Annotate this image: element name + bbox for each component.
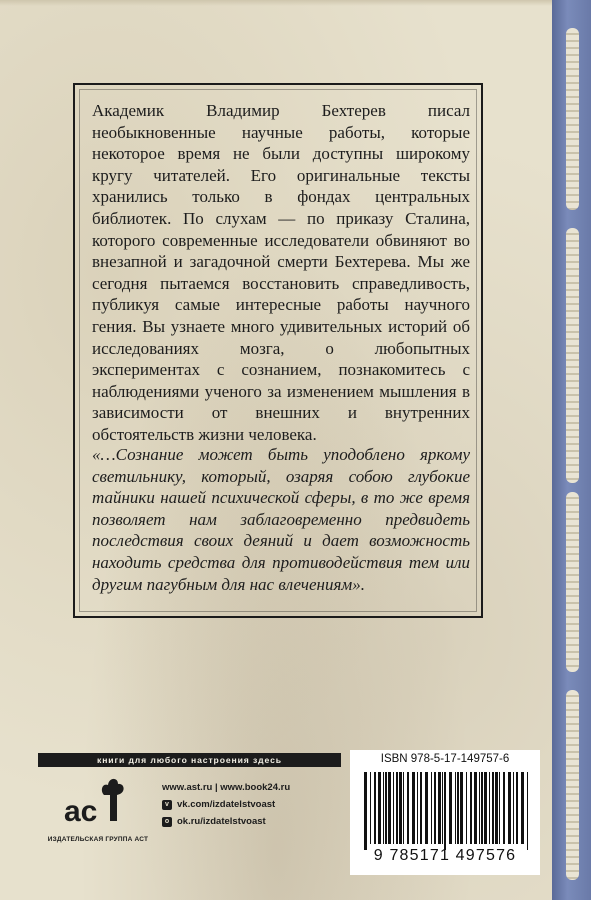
barcode-bar — [434, 772, 436, 844]
ok-link[interactable]: ok.ru/izdatelstvoast — [177, 816, 266, 827]
barcode-bar — [513, 772, 514, 844]
barcode-bar — [399, 772, 402, 844]
barcode-bar — [455, 772, 456, 844]
barcode-bar — [417, 772, 418, 844]
barcode-bar — [521, 772, 524, 844]
barcode-bar — [364, 772, 367, 850]
spine-stitch — [566, 28, 579, 210]
spine-stitch — [566, 228, 579, 483]
annotation-text — [92, 100, 470, 446]
barcode-bar — [403, 772, 404, 844]
barcode-bar — [383, 772, 384, 844]
website-links[interactable]: www.ast.ru | www.book24.ru — [162, 782, 291, 793]
isbn-block — [350, 750, 540, 875]
annotation-paragraph: Академик Владимир Бехтерев писал необыкновенные научные работы, которые некоторое время не были доступны широкому кругу читателей. Его оригинальные тексты хранились только в фондах центральных библиотек. По слухам — по приказу Сталина, которого современные исследователи обвиняют во внезапной и загадочной смерти Бехтерева. Мы же сегодня пытаемся восстановить справедливость, публикуя самые интересные работы научного гения. Вы узнаете много удивительных историй об исследованиях мозга, о любопытных экспериментах с сознанием, познакомитесь с наблюдениями ученого за изменением мышления в зависимости от внешних и внутренних обстоятельств жизни человека. — [92, 101, 470, 444]
spine-stitch — [566, 492, 579, 672]
barcode-bar — [527, 772, 528, 850]
barcode-bar — [374, 772, 376, 844]
barcode-bar — [499, 772, 500, 844]
barcode-number: 9 785171 497576 — [373, 847, 517, 864]
ast-logo — [60, 773, 130, 831]
quote-text: «…Сознание может быть уподоблено яркому светильнику, который, озаряя собою глубокие тайники нашей психической сферы, в то же время позволяет нам заблаговременно предвидеть последствия своих деяний и дает возможность находить средства для противодействия тем или другим пагубным для нас влечениям». — [92, 445, 470, 594]
barcode-bar — [393, 772, 394, 844]
barcode-bar — [438, 772, 441, 844]
ast-logo-text: ac — [64, 795, 98, 828]
tagline-banner: книги для любого настроения здесь — [38, 753, 341, 767]
isbn-label: ISBN 978-5-17-149757-6 — [380, 753, 510, 765]
barcode-bar — [466, 772, 467, 844]
spine-stitch — [566, 690, 579, 880]
barcode-bar — [396, 772, 398, 844]
barcode-bar — [481, 772, 483, 844]
barcode-bar — [444, 772, 446, 850]
barcode-bar — [457, 772, 459, 844]
barcode-bar — [425, 772, 428, 844]
barcode-bar — [407, 772, 409, 844]
barcode-bar — [516, 772, 518, 844]
barcode-bar — [449, 772, 452, 844]
barcode-bar — [489, 772, 490, 844]
vk-icon: v — [162, 800, 172, 810]
barcode — [362, 772, 530, 850]
barcode-bar — [492, 772, 494, 844]
barcode-bar — [378, 772, 381, 844]
barcode-bar — [470, 772, 472, 844]
barcode-bar — [479, 772, 480, 844]
barcode-bar — [431, 772, 432, 844]
barcode-bar — [474, 772, 477, 844]
barcode-bar — [460, 772, 463, 844]
barcode-bar — [495, 772, 498, 844]
publisher-name: ИЗДАТЕЛЬСКАЯ ГРУППА АСТ — [47, 836, 149, 843]
barcode-bar — [388, 772, 391, 844]
vk-link[interactable]: vk.com/izdatelstvoast — [177, 799, 276, 810]
footer-links — [162, 779, 290, 830]
barcode-bar — [420, 772, 422, 844]
barcode-bar — [442, 772, 443, 844]
barcode-bar — [484, 772, 487, 844]
barcode-bar — [412, 772, 415, 844]
barcode-bar — [503, 772, 505, 844]
barcode-bar — [385, 772, 387, 844]
ok-icon: o — [162, 817, 172, 827]
barcode-bar — [370, 772, 371, 844]
barcode-bar — [508, 772, 511, 844]
